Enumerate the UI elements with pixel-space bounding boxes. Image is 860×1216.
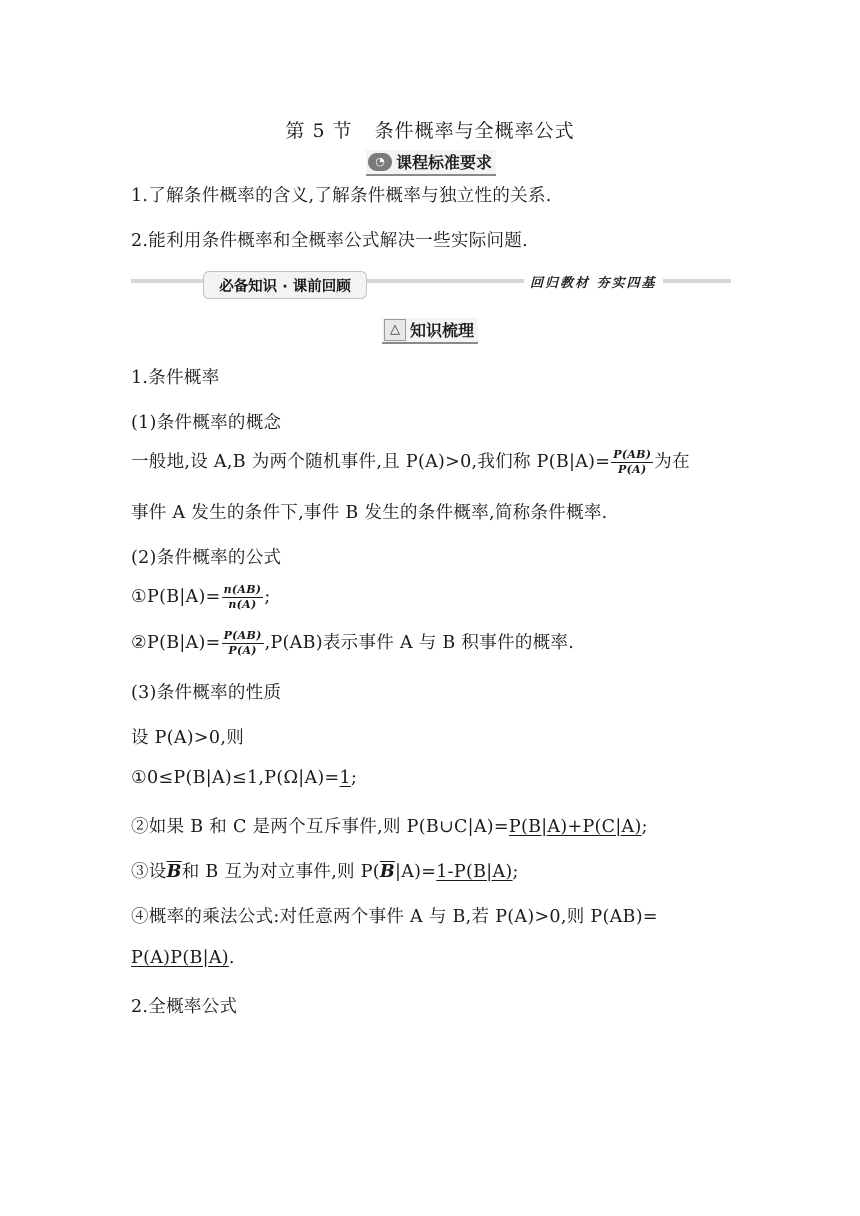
chart-icon: ◔ [368,153,392,171]
property-3: ③设$\overline{B}$和 B 互为对立事件,则 $P(\overline{B}|A)=1-P(B|A)$; [131,862,519,882]
formula-2: ②P(B|A)= $\frac{P(AB)}{P(A)}$ ,P(AB)表示事件 A 与 B 积事件的概率. [131,629,575,657]
requirement-1: 1.了解条件概率的含义,了解条件概率与独立性的关系. [131,186,552,206]
definition-line-2: 事件 A 发生的条件下,事件 B 发生的条件概率,简称条件概率. [131,503,608,523]
formula-1: ①P(B|A)= $\frac{n(AB)}{n(A)}$ ; [131,583,271,611]
heading-concept: (1)条件概率的概念 [131,413,282,433]
course-standard-label: 课程标准要求 [396,153,493,172]
formula-2-fraction: $\frac{P(AB)}{P(A)}$ [223,629,262,657]
knowledge-review-badge [382,318,478,344]
section-title: 条件概率与全概率公式 [374,120,575,142]
compass-icon: △ [384,319,406,341]
property-4-continued: P(A)P(B|A). [131,948,235,968]
knowledge-review-label: 知识梳理 [410,321,475,340]
heading-total-probability: 2.全概率公式 [131,997,238,1017]
section-number: 第 5 节 [285,120,353,142]
definition-fraction: $\frac{P(AB)}{P(A)}$ [613,448,652,476]
heading-conditional-probability: 1.条件概率 [131,368,220,388]
properties-condition: 设 P(A)>0,则 [131,728,244,748]
requirement-2: 2.能利用条件概率和全概率公式解决一些实际问题. [131,231,528,251]
heading-formula: (2)条件概率的公式 [131,548,282,568]
definition-line-1: 一般地,设 A,B 为两个随机事件,且 P(A)>0,我们称 P(B|A)= $\frac{P(AB)}{P(A)}$ 为在 [131,448,690,476]
essential-knowledge-tab: 必备知识 · 课前回顾 [203,271,367,299]
property-1: ①0≤P(B|A)≤1,P(Ω|A)=1; [131,768,358,788]
page-title [0,116,860,143]
formula-1-fraction: $\frac{n(AB)}{n(A)}$ [223,583,262,611]
divider-slogan: 回归教材 夯实四基 [524,272,663,291]
property-2: ②如果 B 和 C 是两个互斥事件,则 P(B∪C|A)=P(B|A)+P(C|A); [131,817,648,837]
section-divider [131,270,731,302]
heading-properties: (3)条件概率的性质 [131,683,282,703]
property-4: ④概率的乘法公式:对任意两个事件 A 与 B,若 P(A)>0,则 P(AB)= [131,907,658,927]
course-standard-badge [366,150,496,176]
